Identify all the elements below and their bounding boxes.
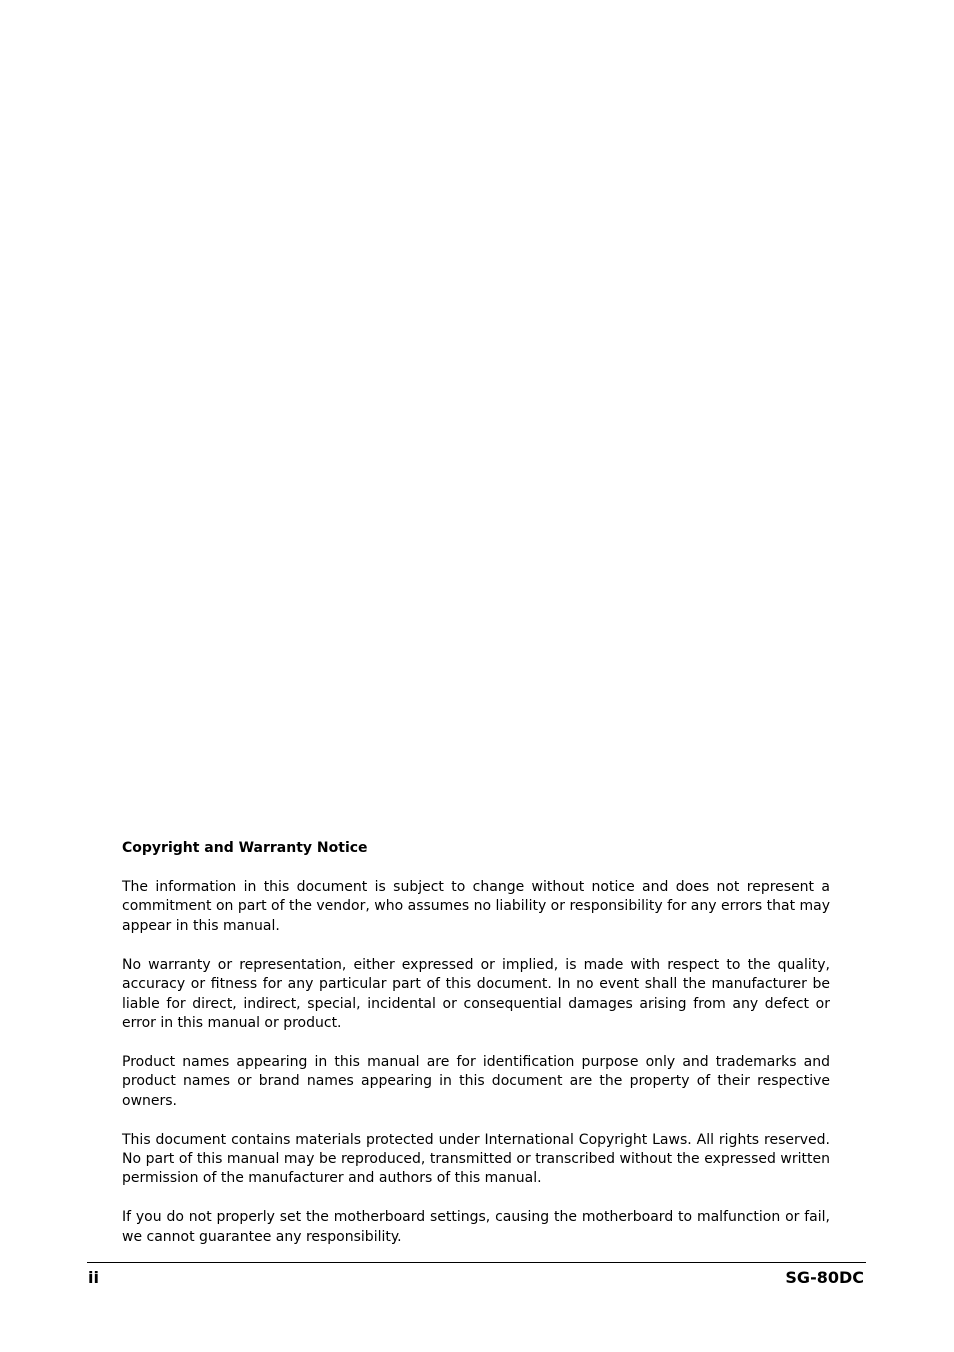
notice-paragraph-information: The information in this document is subject to change without notice and does not represent a commitment on part of the vendor, who assumes no liability or responsibility for any errors that may appear in this manual. xyxy=(122,879,831,934)
notice-paragraph-responsibility: If you do not properly set the motherboard settings, causing the motherboard to malfunction or fail, we cannot guarantee any responsibility. xyxy=(122,1209,830,1245)
notice-paragraph-warranty: No warranty or representation, either expressed or implied, is made with respect to the quality, accuracy or fitness for any particular part of this document. In no event shall the manufacturer be liable for direct, indirect, special, incidental or consequential damages arising from any defect or error in this manual or product. xyxy=(122,956,830,1031)
page-number: ii xyxy=(88,1268,99,1287)
notice-paragraph-copyright: This document contains materials protected under International Copyright Laws. All rights reserved. No part of this manual may be reproduced, transmitted or transcribed without the expressed written permission of the manufacturer and authors of this manual. xyxy=(122,1131,830,1187)
notice-paragraph-trademarks: Product names appearing in this manual are for identification purpose only and trademarks and product names or brand names appearing in this document are the property of their respective owners. xyxy=(122,1053,830,1109)
copyright-warranty-notice xyxy=(122,838,830,1267)
footer-divider xyxy=(87,1262,866,1263)
notice-title: Copyright and Warranty Notice xyxy=(122,840,368,856)
model-name: SG-80DC xyxy=(785,1268,864,1287)
